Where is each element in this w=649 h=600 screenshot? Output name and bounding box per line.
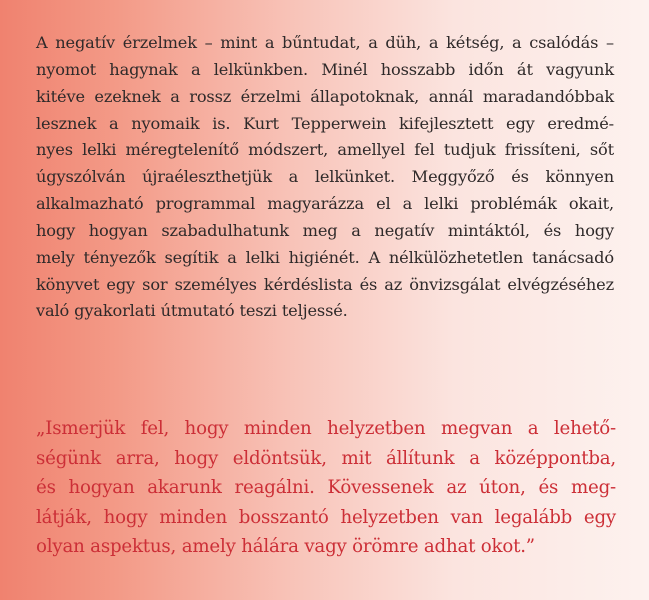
blurb-line: hogy hogyan szabadulhatunk meg a negatív mintáktól, és hogy: [36, 220, 614, 240]
blurb-line: kitéve ezeknek a rossz érzelmi állapotoknak, annál maradandóbbak: [36, 86, 614, 106]
blurb-line: könyvet egy sor személyes kérdéslista és az önvizsgálat elvégzéséhez: [36, 274, 614, 294]
blurb-line: A negatív érzelmek – mint a bűntudat, a düh, a kétség, a csalódás –: [36, 33, 614, 52]
blurb-line: lesznek a nyomaik is. Kurt Tepperwein kifejlesztett egy eredmé-: [36, 113, 614, 133]
quote-line: látják, hogy minden bosszantó helyzetben van legalább egy: [36, 506, 616, 528]
blurb-paragraph: [36, 30, 614, 325]
blurb-line: alkalmazható programmal magyarázza el a lelki problémák okait,: [36, 194, 614, 214]
blurb-line: való gyakorlati útmutató teszi teljessé.: [36, 301, 348, 321]
quote-line: olyan aspektus, amely hálára vagy örömre adhat okot.”: [36, 536, 535, 557]
quote-paragraph: [36, 414, 616, 562]
blurb-line: úgyszólván újraéleszthetjük a lelkünket. Meggyőző és könnyen: [36, 167, 614, 187]
blurb-line: nyes lelki méregtelenítő módszert, amellyel fel tudjuk frissíteni, sőt: [36, 140, 614, 160]
quote-line: és hogyan akarunk reagálni. Kövessenek az úton, és meg-: [36, 477, 616, 498]
blurb-line: nyomot hagynak a lelkünkben. Minél hosszabb időn át vagyunk: [36, 59, 614, 79]
blurb-line: mely tényezők segítik a lelki higiénét. A nélkülözhetetlen tanácsadó: [36, 247, 614, 267]
quote-line: ségünk arra, hogy eldöntsük, mit állítunk a középpontba,: [36, 447, 616, 469]
quote-line: „Ismerjük fel, hogy minden helyzetben megvan a lehető-: [36, 418, 616, 439]
